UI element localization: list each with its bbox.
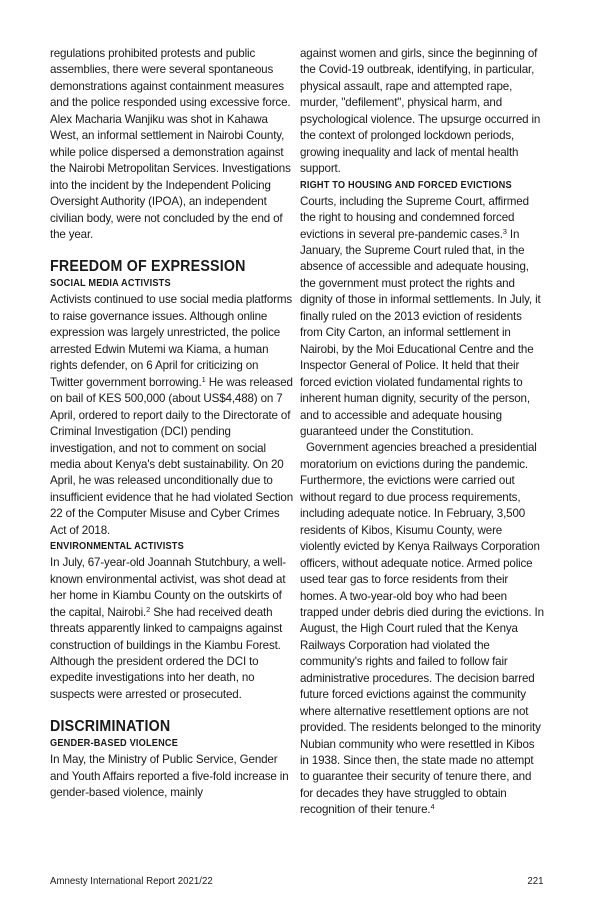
- right-column: [300, 46, 544, 819]
- footnote-ref-1: 1: [201, 374, 206, 384]
- text-social-a: Activists continued to use social media platforms to raise governance issues. Although online expression was largely unrestricted, the police arrested Edwin Mutemi wa Kiama, a human rights defender, on 6 April for criticizing on Twitter government borrowing.: [50, 293, 293, 389]
- left-column: [50, 46, 294, 802]
- subheading-right-to-housing: RIGHT TO HOUSING AND FORCED EVICTIONS: [300, 179, 512, 191]
- footnote-ref-3: 3: [502, 226, 507, 236]
- text-housing-b: In January, the Supreme Court ruled that, in the absence of accessible and adequate housing, the government must protect the rights and dignity of those in informal settlements. In July, it finally ruled on the 2013 eviction of residents from City Carton, an informal settlement in Nairobi, by the Moi Educational Centre and the Inspector General of Police. It held that their forced eviction violated fundamental rights to inherent human dignity, security of the person, and to accessible and adequate housing guaranteed under the Constitution.: [300, 227, 541, 438]
- text-moratorium: Government agencies breached a presidential moratorium on evictions during the pandemic. Furthermore, the evictions were carried out without regard to due process requirements, including adequate notice. In February, 3,500 residents of Kibos, Kisumu County, were violently evicted by Kenya Railways Corporation officers, without adequate notice. Armed police used tear gas to force residents from their homes. A two-year-old boy who had been trapped under debris died during the evictions. In August, the High Court ruled that the Kenya Railways Corporation had violated the community's rights and failed to follow fair administrative procedures. The decision barred future forced evictions against the community where alternative resettlement options are not provided. The residents belonged to the minority Nubian community who were resettled in Kibos in 1938. Since then, the state made no attempt to guarantee their security of tenure there, and for decades they have struggled to obtain recognition of their tenure.: [300, 441, 544, 817]
- text-housing-a: Courts, including the Supreme Court, affirmed the right to housing and condemned forced evictions in several pre-pandemic cases.: [300, 194, 529, 241]
- heading-discrimination: DISCRIMINATION: [50, 718, 171, 736]
- paragraph-intro: regulations prohibited protests and public assemblies, there were several spontaneous demonstrations against containment measures and the police responded using excessive force. Alex Macharia Wanjiku was shot in Kahawa West, an informal settlement in Nairobi County, while police dispersed a demonstration against the Nairobi Metropolitan Services. Investigations into the incident by the Independent Policing Oversight Authority (IPOA), an independent civilian body, were not concluded by the end of the year.: [50, 47, 291, 241]
- heading-freedom-of-expression: FREEDOM OF EXPRESSION: [50, 258, 246, 276]
- subheading-environmental-activists: ENVIRONMENTAL ACTIVISTS: [50, 541, 184, 553]
- text-env-b: She had received death threats apparently linked to campaigns against construction of buildings in the Kiambu Forest. Although the president ordered the DCI to expedite investigations into her death, no suspects were arrested or prosecuted.: [50, 605, 283, 701]
- paragraph-environmental: [50, 555, 294, 703]
- paragraph-gender-violence-continued: against women and girls, since the beginning of the Covid-19 outbreak, identifying, in particular, physical assault, rape and attempted rape, murder, "defilement", physical harm, and psychological violence. The upsurge occurred in the context of prolonged lockdown periods, growing inequality and lack of mental health support.: [300, 47, 541, 176]
- footer-report-title: Amnesty International Report 2021/22: [50, 875, 213, 887]
- paragraph-housing-courts: [300, 194, 544, 441]
- subheading-social-media-activists: SOCIAL MEDIA ACTIVISTS: [50, 278, 171, 290]
- paragraph-gender-violence: In May, the Ministry of Public Service, Gender and Youth Affairs reported a five-fold increase in gender-based violence, mainly: [50, 753, 289, 800]
- page-footer: [50, 873, 544, 889]
- footnote-ref-2: 2: [146, 604, 151, 614]
- footnote-ref-4: 4: [430, 802, 435, 812]
- paragraph-evictions-moratorium: [300, 440, 544, 818]
- text-social-b: He was released on bail of KES 500,000 (about US$4,488) on 7 April, ordered to report daily to the Directorate of Criminal Investigation (DCI) pending investigation, and not to comment on social media about Kenya's debt sustainability. On 20 April, he was released unconditionally due to insufficient evidence that he had violated Section 22 of the Computer Misuse and Cyber Crimes Act of 2018.: [50, 375, 294, 537]
- page-number: 221: [527, 875, 544, 887]
- paragraph-social-media: [50, 292, 294, 539]
- subheading-gender-based-violence: GENDER-BASED VIOLENCE: [50, 738, 179, 750]
- text-env-a: In July, 67-year-old Joannah Stutchbury, a well-known environmental activist, was shot dead at her home in Kiambu County on the outskirts of the capital, Nairobi.: [50, 556, 286, 619]
